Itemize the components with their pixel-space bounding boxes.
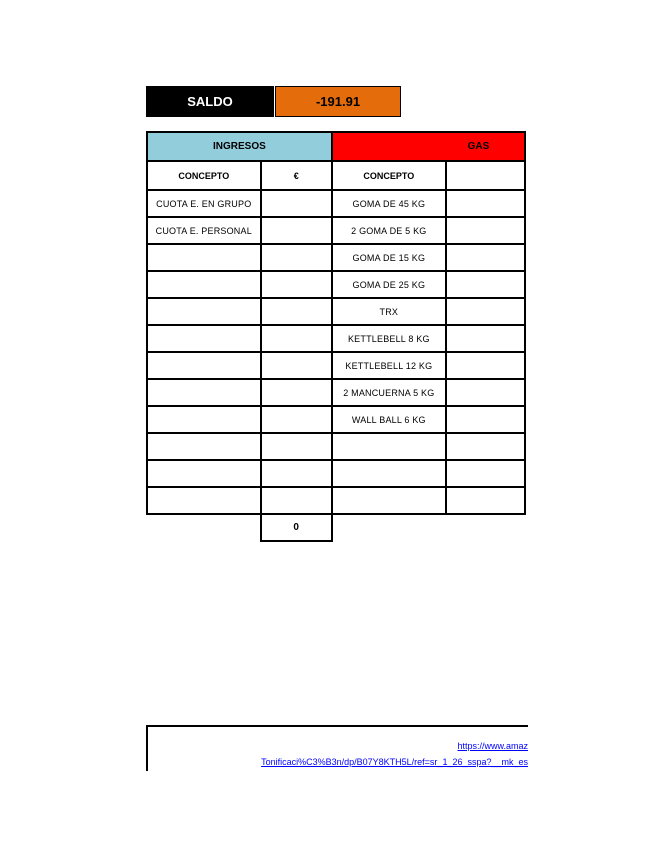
ingreso-euro-cell[interactable] [261, 433, 332, 460]
gasto-concepto-cell[interactable] [332, 433, 446, 460]
ingreso-euro-cell[interactable] [261, 217, 332, 244]
saldo-summary [146, 86, 401, 117]
gasto-concepto-cell[interactable] [332, 487, 446, 514]
table-row [147, 487, 525, 514]
ingreso-concepto-cell[interactable] [147, 298, 261, 325]
gasto-euro-cell[interactable] [446, 433, 525, 460]
gasto-euro-cell[interactable] [446, 379, 525, 406]
concepto-ingresos-header[interactable]: CONCEPTO [147, 161, 261, 190]
saldo-label: SALDO [146, 86, 274, 117]
table-row [147, 433, 525, 460]
table-row [147, 217, 525, 244]
ingreso-euro-cell[interactable] [261, 190, 332, 217]
ingreso-concepto-cell[interactable] [147, 406, 261, 433]
ingreso-concepto-cell[interactable] [147, 433, 261, 460]
ingreso-euro-cell[interactable] [261, 406, 332, 433]
ingreso-concepto-cell[interactable] [147, 487, 261, 514]
ingreso-concepto-cell[interactable] [147, 379, 261, 406]
total-spacer-2 [332, 514, 446, 541]
gasto-euro-cell[interactable] [446, 190, 525, 217]
table-row [147, 379, 525, 406]
ingreso-concepto-cell[interactable] [147, 271, 261, 298]
budget-sheet [146, 131, 526, 571]
gasto-concepto-cell[interactable]: TRX [332, 298, 446, 325]
gasto-concepto-cell[interactable]: 2 MANCUERNA 5 KG [332, 379, 446, 406]
ingreso-euro-cell[interactable] [261, 379, 332, 406]
concepto-gastos-header[interactable]: CONCEPTO [332, 161, 446, 190]
product-link-line2[interactable]: Tonificaci%C3%B3n/dp/B07Y8KTH5L/ref=sr_1_26_sspa?__mk_es [261, 757, 528, 767]
ingreso-concepto-cell[interactable]: CUOTA E. PERSONAL [147, 217, 261, 244]
table-row [147, 190, 525, 217]
gasto-concepto-cell[interactable] [332, 460, 446, 487]
gasto-euro-cell[interactable] [446, 271, 525, 298]
ingreso-euro-cell[interactable] [261, 271, 332, 298]
ingreso-euro-cell[interactable] [261, 487, 332, 514]
gasto-euro-cell[interactable] [446, 487, 525, 514]
gasto-concepto-cell[interactable]: KETTLEBELL 8 KG [332, 325, 446, 352]
table-row [147, 352, 525, 379]
gastos-euro-header[interactable] [446, 161, 525, 190]
ingreso-euro-cell[interactable] [261, 244, 332, 271]
saldo-value[interactable]: -191.91 [275, 86, 401, 117]
ingresos-total[interactable]: 0 [261, 514, 332, 541]
ingreso-euro-cell[interactable] [261, 352, 332, 379]
ingreso-concepto-cell[interactable] [147, 244, 261, 271]
total-spacer-3 [446, 514, 525, 541]
gasto-concepto-cell[interactable]: GOMA DE 45 KG [332, 190, 446, 217]
euro-header[interactable]: € [261, 161, 332, 190]
table-row [147, 244, 525, 271]
gasto-euro-cell[interactable] [446, 217, 525, 244]
gasto-euro-cell[interactable] [446, 460, 525, 487]
ingreso-euro-cell[interactable] [261, 325, 332, 352]
table-row [147, 271, 525, 298]
table-row [147, 298, 525, 325]
ingreso-euro-cell[interactable] [261, 460, 332, 487]
table-row [147, 325, 525, 352]
gasto-euro-cell[interactable] [446, 325, 525, 352]
ingreso-euro-cell[interactable] [261, 298, 332, 325]
ingreso-concepto-cell[interactable] [147, 352, 261, 379]
link-box [146, 725, 528, 771]
gasto-concepto-cell[interactable]: KETTLEBELL 12 KG [332, 352, 446, 379]
table-row [147, 460, 525, 487]
gastos-header[interactable]: GAS [332, 132, 525, 161]
total-spacer [147, 514, 261, 541]
ingreso-concepto-cell[interactable] [147, 460, 261, 487]
gasto-euro-cell[interactable] [446, 244, 525, 271]
ingresos-header[interactable]: INGRESOS [147, 132, 332, 161]
gasto-concepto-cell[interactable]: WALL BALL 6 KG [332, 406, 446, 433]
ingreso-concepto-cell[interactable] [147, 325, 261, 352]
gasto-concepto-cell[interactable]: GOMA DE 15 KG [332, 244, 446, 271]
gasto-euro-cell[interactable] [446, 352, 525, 379]
budget-table [146, 131, 526, 542]
gasto-euro-cell[interactable] [446, 406, 525, 433]
gasto-concepto-cell[interactable]: GOMA DE 25 KG [332, 271, 446, 298]
gasto-concepto-cell[interactable]: 2 GOMA DE 5 KG [332, 217, 446, 244]
ingreso-concepto-cell[interactable]: CUOTA E. EN GRUPO [147, 190, 261, 217]
product-link-line1[interactable]: https://www.amaz [457, 741, 528, 751]
gasto-euro-cell[interactable] [446, 298, 525, 325]
table-row [147, 406, 525, 433]
